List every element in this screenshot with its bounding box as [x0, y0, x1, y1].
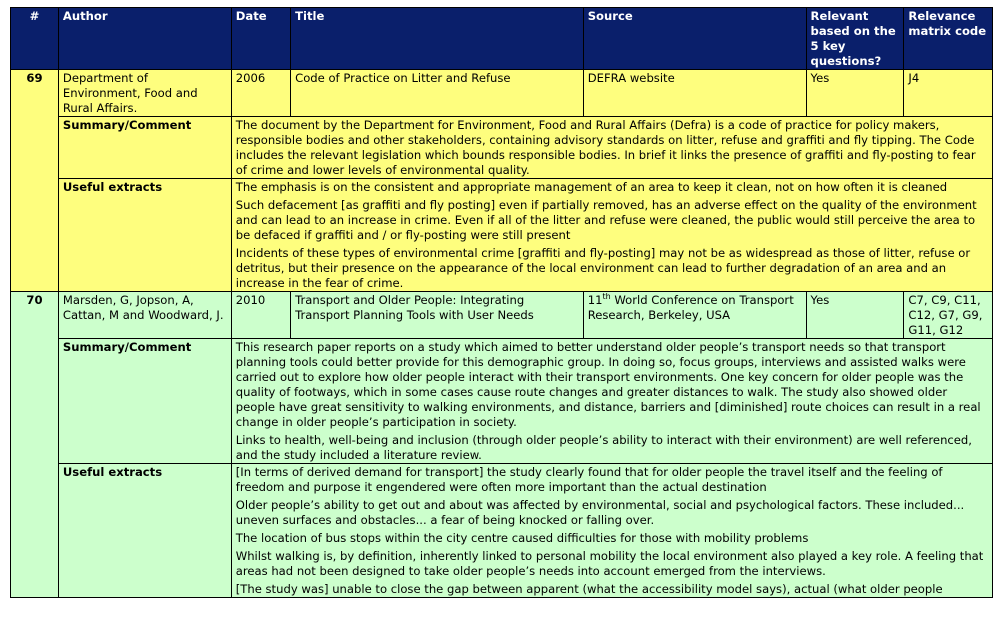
header-matrix-code: Relevance matrix code: [904, 8, 993, 70]
summary-paragraph: This research paper reports on a study which aimed to better understand older people’s transport needs so that transport planning tools could better provide for this demographic group. In doing so, focus groups, interviews and assisted walks were carried out to explore how older people interact with their transport environments. One key concern for older people was the quality of footways, which in some cases cause route changes and greater distances to walk. The study also showed older people have great sensitivity to walking environments, and distance, barriers and [diminished] route choices can result in a real change in older people’s participation in society.: [235, 340, 981, 429]
extracts-cell: [231, 179, 992, 292]
source-ordinal-suffix: th: [602, 292, 611, 302]
entry-70-extracts-row: [11, 464, 993, 598]
entry-number: 70: [11, 292, 59, 598]
source-ordinal: 11: [587, 293, 603, 307]
entry-date: 2010: [231, 292, 290, 339]
header-title: Title: [291, 8, 584, 70]
entry-title: Code of Practice on Litter and Refuse: [291, 70, 584, 117]
extract-paragraph: The emphasis is on the consistent and appropriate management of an area to keep it clean, not on how often it is cleaned: [235, 180, 948, 194]
header-number: #: [11, 8, 59, 70]
extract-paragraph: Such defacement [as graffiti and fly posting] even if partially removed, has an adverse effect on the quality of the environment and can lead to an increase in crime. Even if all of the litter and refuse were cleaned, the public would still perceive the area to be defaced if graffiti and / or fly-posting were still present: [235, 198, 977, 242]
header-date: Date: [231, 8, 290, 70]
summary-label-text: Summary/Comment: [62, 340, 192, 354]
entry-69-summary-row: [11, 117, 993, 179]
entry-author: Department of Environment, Food and Rural Affairs.: [58, 70, 231, 117]
extract-paragraph: [In terms of derived demand for transport] the study clearly found that for older people the travel itself and the feeling of freedom and purpose it engendered were often more important than the actual destination: [235, 465, 943, 494]
entry-relevant: Yes: [806, 292, 904, 339]
extract-paragraph: Whilst walking is, by definition, inherently linked to personal mobility the local environment also played a key role. A feeling that areas had not been designed to take older people’s needs into account emerged from the interviews.: [235, 549, 984, 578]
entry-source: DEFRA website: [583, 70, 806, 117]
source-rest: World Conference on Transport Research, Berkeley, USA: [587, 293, 794, 322]
summary-paragraph: The document by the Department for Environment, Food and Rural Affairs (Defra) is a code of practice for policy makers, responsible bodies and other stakeholders, containing advisory standards on litter, refuse and graffiti and fly tipping. The Code includes the relevant legislation which bounds responsible bodies. In brief it links the presence of graffiti and fly-posting to fear of crime and lower levels of environmental quality.: [235, 118, 976, 177]
extract-paragraph: The location of bus stops within the city centre caused difficulties for those with mobility problems: [235, 531, 809, 545]
extracts-cell: [231, 464, 992, 598]
header-author: Author: [58, 8, 231, 70]
summary-label-text: Summary/Comment: [62, 118, 192, 132]
extracts-label-text: Useful extracts: [62, 180, 163, 194]
entry-70-main-row: [11, 292, 993, 339]
header-relevant: Relevant based on the 5 key questions?: [806, 8, 904, 70]
entry-title: Transport and Older People: Integrating Transport Planning Tools with User Needs: [291, 292, 584, 339]
summary-paragraph: Links to health, well-being and inclusion (through older people’s ability to interact with their environment) are well referenced, and the study included a literature review.: [235, 433, 972, 462]
literature-review-table: [10, 7, 993, 598]
extracts-label-text: Useful extracts: [62, 465, 163, 479]
entry-source: [583, 292, 806, 339]
entry-69-extracts-row: [11, 179, 993, 292]
extract-paragraph: [The study was] unable to close the gap between apparent (what the accessibility model says), actual (what older people: [235, 582, 943, 596]
entry-matrix-code: J4: [904, 70, 993, 117]
summary-cell: [231, 117, 992, 179]
header-row: [11, 8, 993, 70]
entry-matrix-code: C7, C9, C11, C12, G7, G9, G11, G12: [904, 292, 993, 339]
entry-relevant: Yes: [806, 70, 904, 117]
summary-label: [58, 339, 231, 464]
header-source: Source: [583, 8, 806, 70]
summary-label: [58, 117, 231, 179]
entry-author: Marsden, G, Jopson, A, Cattan, M and Woodward, J.: [58, 292, 231, 339]
entry-number: 69: [11, 70, 59, 292]
extract-paragraph: Older people’s ability to get out and about was affected by environmental, social and psychological factors. These included... uneven surfaces and obstacles... a fear of being knocked or falling over.: [235, 498, 965, 527]
entry-date: 2006: [231, 70, 290, 117]
extract-paragraph: Incidents of these types of environmental crime [graffiti and fly-posting] may not be as widespread as those of litter, refuse or detritus, but their presence on the appearance of the local environment can lead to further degradation of an area and an increase in the fear of crime.: [235, 246, 971, 290]
entry-69-main-row: [11, 70, 993, 117]
summary-cell: [231, 339, 992, 464]
extracts-label: [58, 179, 231, 292]
extracts-label: [58, 464, 231, 598]
entry-70-summary-row: [11, 339, 993, 464]
